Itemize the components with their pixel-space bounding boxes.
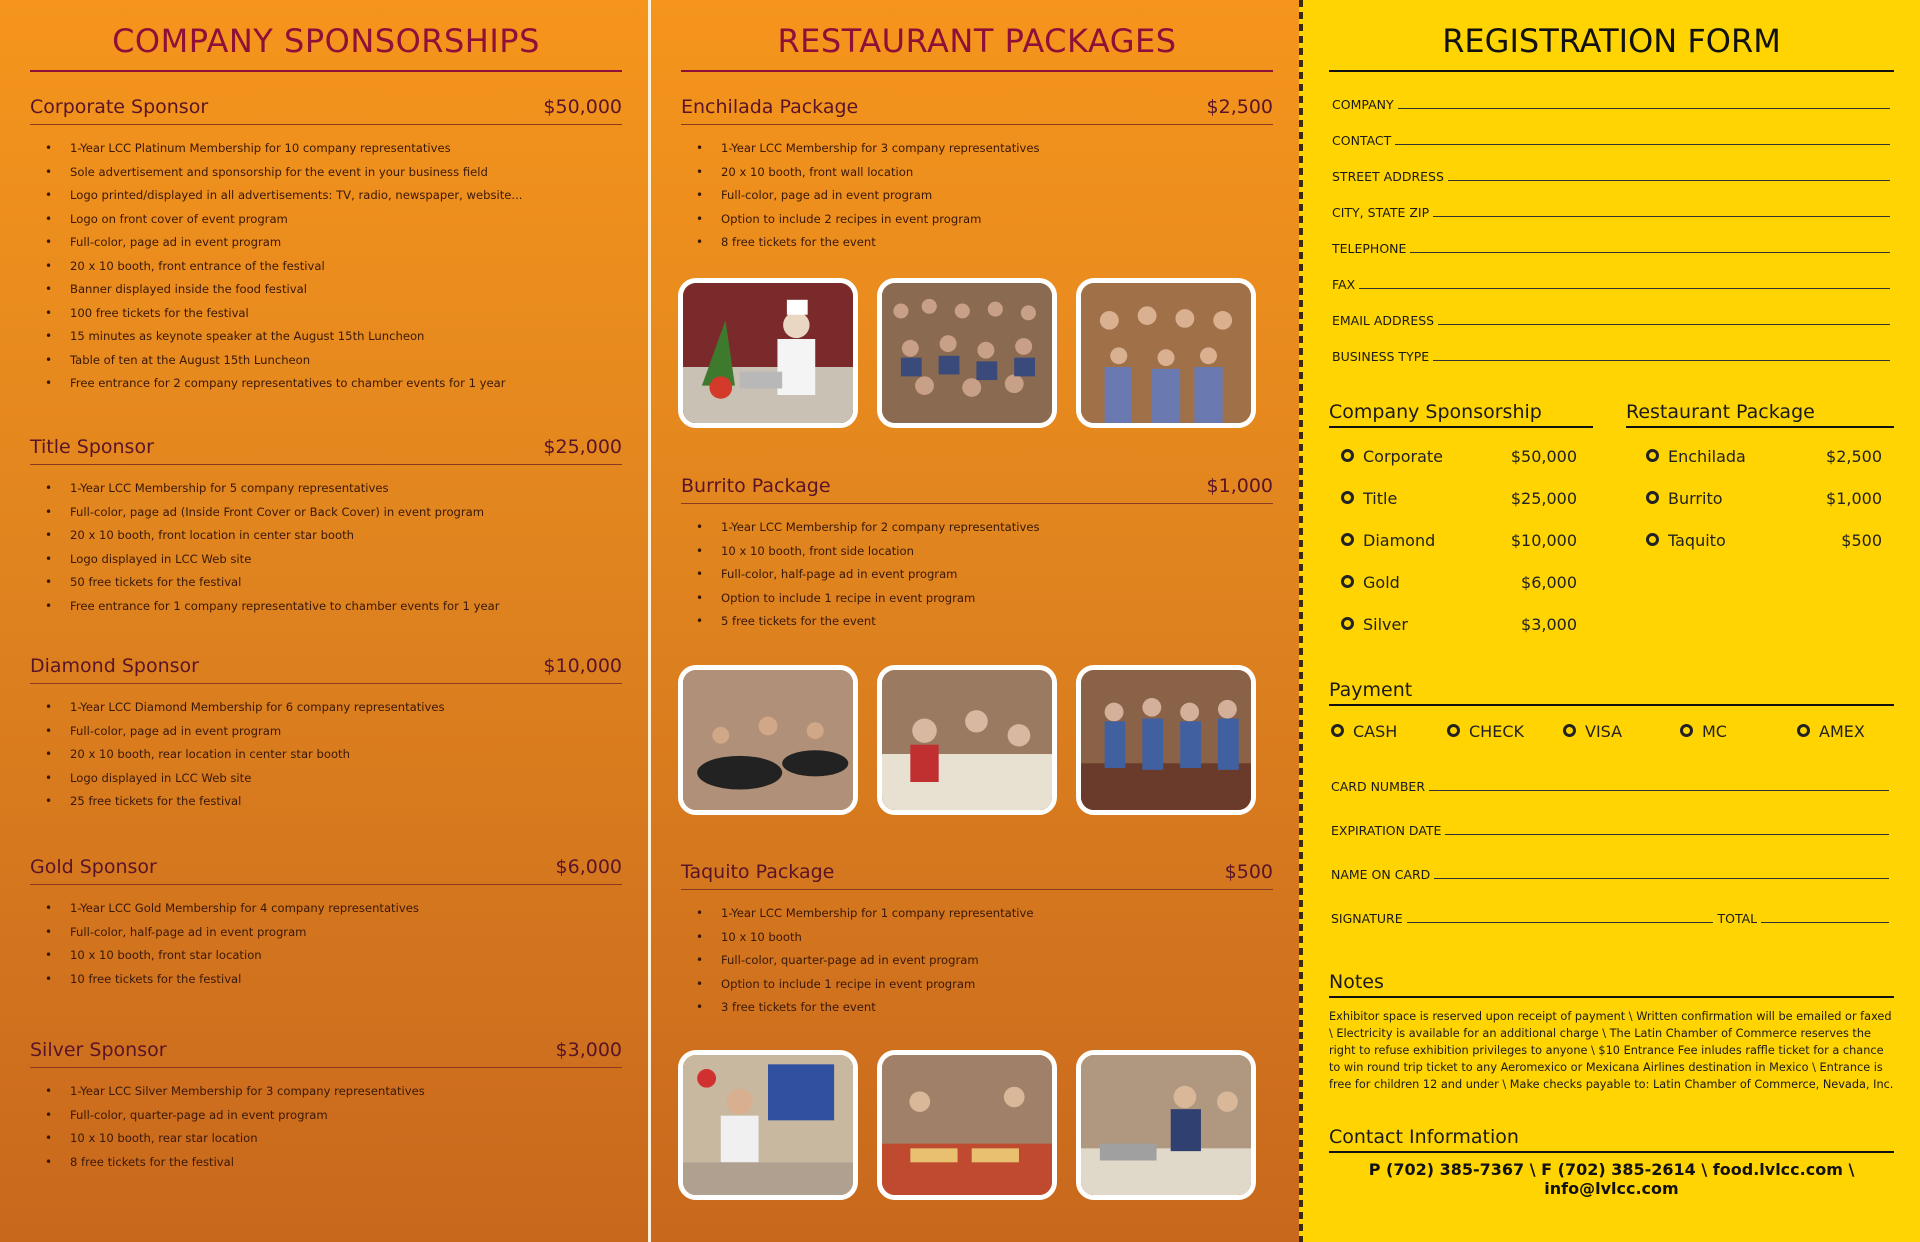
list-item: • 20 x 10 booth, front wall location	[681, 161, 1273, 185]
list-item: • Free entrance for 1 company representative to chamber events for 1 year	[30, 595, 622, 619]
photo-row-taquito	[678, 1050, 1256, 1200]
field-line[interactable]	[1398, 107, 1890, 109]
list-item: • 1-Year LCC Gold Membership for 4 company representatives	[30, 897, 622, 921]
radio-icon[interactable]	[1341, 533, 1354, 546]
option-gold[interactable]	[1341, 573, 1577, 592]
radio-icon[interactable]	[1341, 617, 1354, 630]
contact-field[interactable]	[1332, 130, 1890, 148]
list-item: • Full-color, page ad in event program	[681, 184, 1273, 208]
field-line[interactable]	[1429, 789, 1889, 791]
photo-food-table	[877, 1050, 1057, 1200]
fax-field[interactable]	[1332, 274, 1890, 292]
payment-mc[interactable]	[1680, 722, 1727, 741]
list-item: • Sole advertisement and sponsorship for the event in your business field	[30, 161, 622, 185]
list-item: • Option to include 1 recipe in event program	[681, 587, 1273, 611]
list-item: • 8 free tickets for the festival	[30, 1151, 622, 1175]
package-taquito	[681, 861, 1273, 1020]
list-item: • 1-Year LCC Membership for 1 company representative	[681, 902, 1273, 926]
list-item: • Full-color, half-page ad in event program	[681, 563, 1273, 587]
option-corporate[interactable]	[1341, 447, 1577, 466]
list-item: • Option to include 2 recipes in event program	[681, 208, 1273, 232]
signature-label: SIGNATURE	[1331, 911, 1403, 926]
list-item: • 100 free tickets for the festival	[30, 302, 622, 326]
field-line[interactable]	[1433, 359, 1890, 361]
list-item: • 1-Year LCC Platinum Membership for 10 company representatives	[30, 137, 622, 161]
package-price: $2,500	[1206, 96, 1273, 118]
radio-icon[interactable]	[1797, 724, 1810, 737]
package-name: Burrito Package	[681, 475, 831, 497]
field-line[interactable]	[1438, 323, 1890, 325]
tier-name: Title Sponsor	[30, 436, 154, 458]
option-price: $10,000	[1510, 531, 1577, 550]
payment-label: CASH	[1353, 722, 1398, 741]
field-label: STREET ADDRESS	[1332, 169, 1444, 184]
street-address-field[interactable]	[1332, 166, 1890, 184]
photo-row-burrito	[678, 665, 1256, 815]
list-item: • Logo displayed in LCC Web site	[30, 548, 622, 572]
option-label: Gold	[1363, 573, 1400, 592]
photo-serving-food	[678, 1050, 858, 1200]
expiration-date-field[interactable]	[1331, 820, 1889, 838]
option-taquito[interactable]	[1646, 531, 1882, 550]
field-label: NAME ON CARD	[1331, 867, 1431, 882]
tier-name: Silver Sponsor	[30, 1039, 167, 1061]
list-item: • Full-color, half-page ad in event program	[30, 921, 622, 945]
list-item: • 1-Year LCC Membership for 5 company representatives	[30, 477, 622, 501]
list-item: • Full-color, page ad in event program	[30, 720, 622, 744]
tier-diamond	[30, 655, 622, 814]
radio-icon[interactable]	[1646, 533, 1659, 546]
email-field[interactable]	[1332, 310, 1890, 328]
list-item: • 5 free tickets for the event	[681, 610, 1273, 634]
list-item: • Free entrance for 2 company representatives to chamber events for 1 year	[30, 372, 622, 396]
field-label: CARD NUMBER	[1331, 779, 1426, 794]
city-state-zip-field[interactable]	[1332, 202, 1890, 220]
list-item: • 20 x 10 booth, front entrance of the festival	[30, 255, 622, 279]
tier-price: $6,000	[555, 856, 622, 878]
tier-price: $50,000	[543, 96, 622, 118]
payment-label: VISA	[1585, 722, 1623, 741]
option-price: $50,000	[1510, 447, 1577, 466]
field-line[interactable]	[1448, 179, 1890, 181]
list-item: • 10 x 10 booth, front star location	[30, 944, 622, 968]
tier-price: $10,000	[543, 655, 622, 677]
field-line[interactable]	[1445, 833, 1889, 835]
field-label: EMAIL ADDRESS	[1332, 313, 1435, 328]
list-item: • Full-color, page ad (Inside Front Cover or Back Cover) in event program	[30, 501, 622, 525]
list-item: • 50 free tickets for the festival	[30, 571, 622, 595]
field-line[interactable]	[1434, 877, 1889, 879]
registration-heading: REGISTRATION FORM	[1329, 22, 1894, 72]
list-item: • Logo displayed in LCC Web site	[30, 767, 622, 791]
tier-silver	[30, 1039, 622, 1174]
field-line[interactable]	[1410, 251, 1890, 253]
package-enchilada	[681, 96, 1273, 255]
option-label: Taquito	[1668, 531, 1726, 550]
field-label: TELEPHONE	[1332, 241, 1407, 256]
option-label: Corporate	[1363, 447, 1443, 466]
field-label: FAX	[1332, 277, 1356, 292]
contact-subheading: Contact Information	[1329, 1126, 1894, 1153]
signature-total-field[interactable]	[1331, 908, 1889, 926]
list-item: • 1-Year LCC Diamond Membership for 6 company representatives	[30, 696, 622, 720]
tier-gold	[30, 856, 622, 991]
total-line[interactable]	[1761, 921, 1889, 923]
payment-amex[interactable]	[1797, 722, 1865, 741]
option-title[interactable]	[1341, 489, 1577, 508]
tier-title	[30, 436, 622, 618]
list-item: • Full-color, quarter-page ad in event program	[681, 949, 1273, 973]
photo-chef	[678, 278, 858, 428]
option-price: $25,000	[1510, 489, 1577, 508]
list-item: • Full-color, quarter-page ad in event program	[30, 1104, 622, 1128]
card-number-field[interactable]	[1331, 776, 1889, 794]
option-label: Diamond	[1363, 531, 1436, 550]
telephone-field[interactable]	[1332, 238, 1890, 256]
list-item: • 25 free tickets for the festival	[30, 790, 622, 814]
package-subheading: Restaurant Package	[1626, 401, 1894, 428]
company-field[interactable]	[1332, 94, 1890, 112]
option-price: $3,000	[1521, 615, 1577, 634]
tier-price: $3,000	[555, 1039, 622, 1061]
field-label: CITY, STATE ZIP	[1332, 205, 1430, 220]
option-burrito[interactable]	[1646, 489, 1882, 508]
field-label: CONTACT	[1332, 133, 1392, 148]
list-item: • 20 x 10 booth, front location in center star booth	[30, 524, 622, 548]
sponsorships-heading: COMPANY SPONSORSHIPS	[30, 22, 622, 72]
total-label: TOTAL	[1717, 911, 1758, 926]
option-label: Title	[1363, 489, 1398, 508]
payment-label: AMEX	[1819, 722, 1865, 741]
sponsorships-panel	[0, 0, 648, 1242]
photo-row-enchilada	[678, 278, 1256, 428]
photo-crowd	[877, 278, 1057, 428]
radio-icon[interactable]	[1447, 724, 1460, 737]
payment-visa[interactable]	[1563, 722, 1622, 741]
option-label: Enchilada	[1668, 447, 1746, 466]
list-item: • 10 x 10 booth, front side location	[681, 540, 1273, 564]
tier-corporate	[30, 96, 622, 396]
package-price: $500	[1224, 861, 1273, 883]
list-item: • Table of ten at the August 15th Luncheon	[30, 349, 622, 373]
radio-icon[interactable]	[1680, 724, 1693, 737]
list-item: • 20 x 10 booth, rear location in center star booth	[30, 743, 622, 767]
notes-subheading: Notes	[1329, 971, 1894, 998]
sponsorship-subheading: Company Sponsorship	[1329, 401, 1593, 428]
signature-line[interactable]	[1407, 921, 1714, 923]
payment-label: CHECK	[1469, 722, 1524, 741]
radio-icon[interactable]	[1341, 575, 1354, 588]
tier-price: $25,000	[543, 436, 622, 458]
name-on-card-field[interactable]	[1331, 864, 1889, 882]
list-item: • Logo printed/displayed in all advertisements: TV, radio, newspaper, website...	[30, 184, 622, 208]
field-line[interactable]	[1395, 143, 1890, 145]
list-item: • 10 x 10 booth, rear star location	[30, 1127, 622, 1151]
photo-dining-tables	[678, 665, 858, 815]
payment-cash[interactable]	[1331, 722, 1397, 741]
option-label: Burrito	[1668, 489, 1723, 508]
list-item: • Option to include 1 recipe in event program	[681, 973, 1273, 997]
photo-walking-crowd	[1076, 665, 1256, 815]
list-item: • Banner displayed inside the food festival	[30, 278, 622, 302]
list-item: • Full-color, page ad in event program	[30, 231, 622, 255]
tier-name: Corporate Sponsor	[30, 96, 209, 118]
list-item: • 10 free tickets for the festival	[30, 968, 622, 992]
list-item: • 1-Year LCC Silver Membership for 3 company representatives	[30, 1080, 622, 1104]
package-name: Enchilada Package	[681, 96, 859, 118]
tier-name: Diamond Sponsor	[30, 655, 199, 677]
package-burrito	[681, 475, 1273, 634]
tier-name: Gold Sponsor	[30, 856, 157, 878]
list-item: • 1-Year LCC Membership for 2 company representatives	[681, 516, 1273, 540]
contact-line: P (702) 385-7367 \ F (702) 385-2614 \ food.lvlcc.com \ info@lvlcc.com	[1368, 1160, 1855, 1198]
notes-text: Exhibitor space is reserved upon receipt of payment \ Written confirmation will be emailed or faxed \ Electricity is available for an additional charge \ The Latin Chamber of Commerce reserves the right to refuse exhibition privileges to anyone \ $10 Entrance Fee inludes raffle ticket for a chance to win round trip ticket to any Aeromexico or Mexicana Airlines destination in Mexico \ Entrance is free for children 12 and under \ Make checks payable to: Latin Chamber of Commerce, Nevada, Inc.	[1329, 1010, 1894, 1091]
option-diamond[interactable]	[1341, 531, 1577, 550]
photo-buffet	[1076, 1050, 1256, 1200]
business-type-field[interactable]	[1332, 346, 1890, 364]
option-label: Silver	[1363, 615, 1408, 634]
payment-label: MC	[1702, 722, 1727, 741]
payment-check[interactable]	[1447, 722, 1524, 741]
field-label: EXPIRATION DATE	[1331, 823, 1442, 838]
field-line[interactable]	[1359, 287, 1890, 289]
list-item: • 15 minutes as keynote speaker at the August 15th Luncheon	[30, 325, 622, 349]
list-item: • 1-Year LCC Membership for 3 company representatives	[681, 137, 1273, 161]
photo-family	[1076, 278, 1256, 428]
radio-icon[interactable]	[1646, 449, 1659, 462]
radio-icon[interactable]	[1341, 449, 1354, 462]
option-enchilada[interactable]	[1646, 447, 1882, 466]
option-silver[interactable]	[1341, 615, 1577, 634]
option-price: $1,000	[1826, 489, 1882, 508]
option-price: $500	[1841, 531, 1882, 550]
option-price: $2,500	[1826, 447, 1882, 466]
option-price: $6,000	[1521, 573, 1577, 592]
radio-icon[interactable]	[1563, 724, 1576, 737]
list-item: • Logo on front cover of event program	[30, 208, 622, 232]
field-label: BUSINESS TYPE	[1332, 349, 1430, 364]
list-item: • 10 x 10 booth	[681, 926, 1273, 950]
package-name: Taquito Package	[681, 861, 835, 883]
list-item: • 3 free tickets for the event	[681, 996, 1273, 1020]
radio-icon[interactable]	[1646, 491, 1659, 504]
package-price: $1,000	[1206, 475, 1273, 497]
list-item: • 8 free tickets for the event	[681, 231, 1273, 255]
radio-icon[interactable]	[1341, 491, 1354, 504]
field-label: COMPANY	[1332, 97, 1394, 112]
restaurant-heading: RESTAURANT PACKAGES	[681, 22, 1273, 72]
photo-seated-guests	[877, 665, 1057, 815]
payment-subheading: Payment	[1329, 679, 1894, 706]
field-line[interactable]	[1433, 215, 1890, 217]
perforation-line	[1299, 0, 1303, 1242]
radio-icon[interactable]	[1331, 724, 1344, 737]
restaurant-panel	[651, 0, 1299, 1242]
